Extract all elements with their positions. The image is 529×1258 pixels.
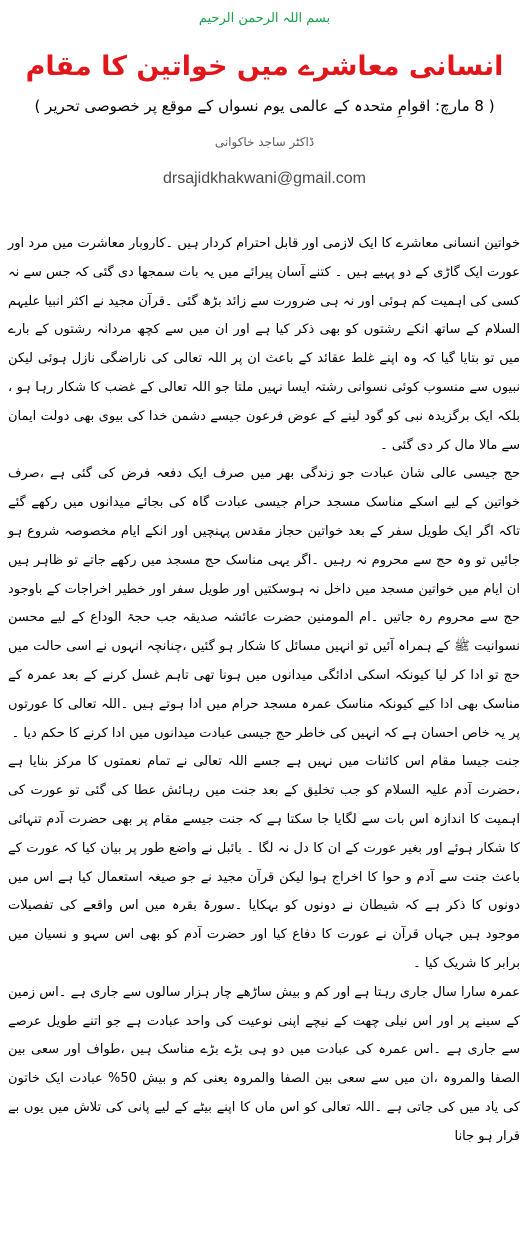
- article-paragraph-1: خواتین انسانی معاشرے کا ایک لازمی اور قابل احترام کردار ہیں ۔کاروبار معاشرت میں مرد اور عورت ایک گاڑی کے دو پہیے ہیں ۔ کتنے آسان پیرائے میں یہ بات سمجھا دی گئی کہ جس سے نہ کسی کی اہمیت کم ہوئی اور نہ ہی ضرورت سے زائد بڑھ گئی ۔قرآن مجید نے اکثر انبیا علیہم السلام کے ساتھ انکے رشتوں کو بھی ذکر کیا ہے اور ان میں سے کچھ مردانہ رشتوں کے بارے میں تو بتایا گیا کہ وہ اپنے غلط عقائد کے باعث ان پر اللہ تعالی کی ناراضگی نازل ہوئی لیکن نبیوں سے منسوب کوئی نسوانی رشتہ ایسا نہیں ملتا جو اللہ تعالی کے غضب کا شکار رہا ہو ، بلکہ ایک برگزیدہ نبی کو گود لینے کے عوض فرعون جیسے دشمن خدا کی بیوی بھی دولت ایمان سے مالا مال کر دی گئی ۔: [8, 236, 520, 453]
- article-subtitle: ( 8 مارچ: اقوامِ متحدہ کے عالمی یوم نسواں کے موقع پر خصوصی تحریر ): [34, 97, 495, 115]
- bismillah-heading: بسم اللہ الرحمن الرحیم: [198, 11, 331, 26]
- article-title: انسانی معاشرے میں خواتین کا مقام: [25, 51, 504, 82]
- article-body: [8, 230, 520, 1152]
- article-paragraph-2: حج جیسی عالی شان عبادت جو زندگی بھر میں صرف ایک دفعہ فرض کی گئی ہے ،صرف خواتین کے لیے اسکے مناسک مسجد حرام جیسی عبادت گاہ کی بجائے میدانوں میں رکھے گئے تاکہ اگر ایک طویل سفر کے بعد خواتین حجاز مقدس پہنچیں اور انکے ایام مخصوصہ شروع ہو جائیں تو وہ حج سے محروم نہ رہیں ۔اگر یہی مناسک حج مسجد میں رکھے جاتے تو ظاہر ہیں ان ایام میں خواتین مسجد میں داخل نہ ہوسکتیں اور طویل سفر اور خطیر اخراجات کے باوجود حج سے محروم رہ جاتیں ۔ام المومنین حضرت عائشہ صدیقہ جب حجۃ الوداع کے لیے محسن نسوانیت ﷺ کے ہمراہ آئیں تو انہیں مسائل کا شکار ہو گئیں ،چنانچہ انہوں نے اسی حالت میں حج تو ادا کر لیا کیونکہ اسکی ادائگی میدانوں میں ہونا تھی تاہم غسل کرنے کے بعد عمرہ کے مناسک بھی ادا کیے کیونکہ مناسک عمرہ مسجد حرام میں ادا ہوتے ہیں ۔اللہ تعالی کا عورتوں پر یہ خاص احسان ہے کہ انہیں کی خاطر حج جیسی عبادت میدانوں میں ادا کرنے کا حکم دیا ۔: [8, 466, 520, 741]
- article-paragraph-3: جنت جیسا مقام اس کائنات میں نہیں ہے جسے اللہ تعالی نے تمام نعمتوں کا مرکز بنایا ہے ،حضرت آدم علیہ السلام کو جب تخلیق کے بعد جنت میں رہائش عطا کی گئی تو عورت کی اہمیت کا اندازہ اس بات سے لگایا جا سکتا ہے کہ جنت جیسے مقام پر بھی حضرت آدم تنہائی کا شکار ہوئے اور بغیر عورت کے ان کا دل نہ لگا ۔ بائبل نے واضع طور پر بیان کیا کہ عورت کے باعث جنت سے آدم و حوا کا اخراج ہوا لیکن قرآن مجید نے جو صیغہ استعمال کیا ہے اس میں دونوں کا ذکر ہے کہ شیطان نے دونوں کو بہکایا ۔سورۃ بقرہ میں اس واقعے کی تفصیلات موجود ہیں جہاں قرآن نے عورت کا دفاع کیا اور حضرت آدم کو بھی اس سہو و نسیان میں برابر کا شریک کیا ۔: [8, 754, 520, 971]
- article-paragraph-4: عمرہ سارا سال جاری رہتا ہے اور کم و بیش ساڑھے چار ہزار سالوں سے جاری ہے ۔اس زمین کے سینے پر اور اس نیلی چھت کے نیچے اپنی نوعیت کی واحد عبادت ہے جو اتنے طویل عرصے سے جاری ہے ۔اس عمرہ کی عبادت میں دو ہی بڑے بڑے مناسک ہیں ،طواف اور سعی بین الصفا والمروہ ،ان میں سے سعی بین الصفا والمروہ یعنی کم و بیش 50% عبادت ایک خاتون کی یاد میں کی جاتی ہے ۔اللہ تعالی کو اس ماں کا اپنے بیٹے کے لیے پانی کی تلاش میں یوں بے قرار ہو جانا: [8, 984, 520, 1144]
- author-name: ڈاکٹر ساجد خاکوانی: [214, 135, 315, 149]
- author-email[interactable]: drsajidkhakwani@gmail.com: [163, 170, 366, 187]
